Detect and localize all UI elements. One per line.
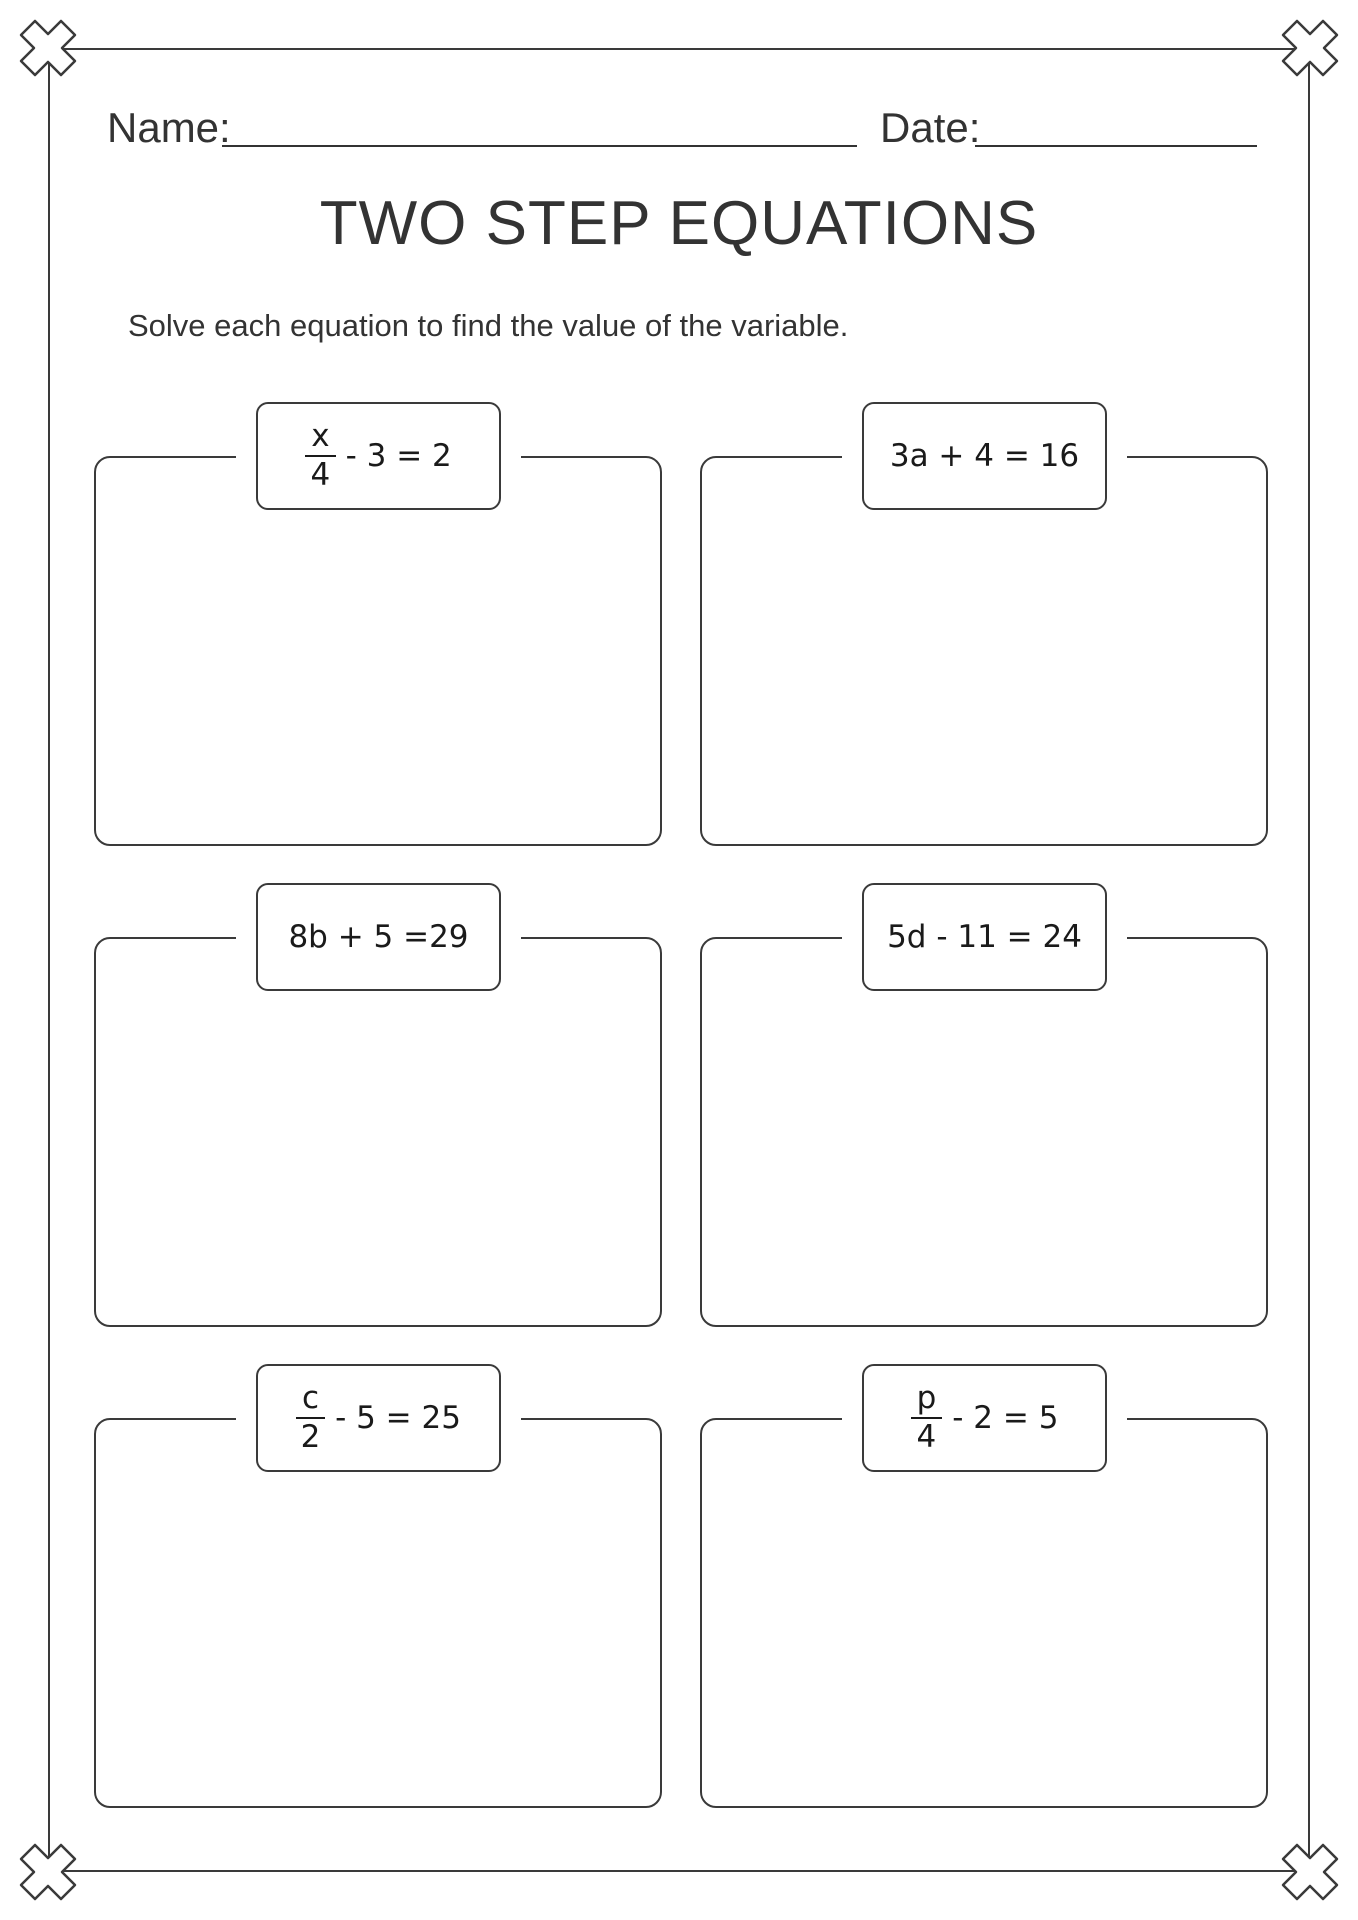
fraction [305, 420, 335, 491]
date-field-line[interactable] [975, 145, 1257, 147]
answer-area[interactable] [700, 937, 1268, 1327]
cross-corner-icon [1275, 13, 1345, 83]
equation-rest: - 2 = 5 [952, 1400, 1059, 1436]
cross-corner-icon [13, 13, 83, 83]
cross-corner-icon [13, 1837, 83, 1907]
fraction-numerator: x [305, 420, 335, 457]
equation-box [862, 402, 1107, 510]
equation-box [256, 1364, 501, 1472]
equation-box [256, 883, 501, 991]
equation-rest: - 3 = 2 [345, 438, 452, 474]
answer-area[interactable] [94, 937, 662, 1327]
fraction-denominator: 4 [916, 1419, 937, 1455]
fraction [911, 1382, 943, 1453]
name-field-line[interactable] [222, 145, 857, 147]
answer-area[interactable] [700, 1418, 1268, 1808]
problem-panel-4 [700, 883, 1268, 1273]
problem-panel-6 [700, 1364, 1268, 1754]
equation-box [862, 883, 1107, 991]
answer-area[interactable] [94, 456, 662, 846]
name-label: Name: [107, 104, 231, 151]
answer-area[interactable] [700, 456, 1268, 846]
equation-text: 5d - 11 = 24 [887, 919, 1082, 955]
problem-panel-5 [94, 1364, 662, 1754]
cross-corner-icon [1275, 1837, 1345, 1907]
equation-box [862, 1364, 1107, 1472]
fraction-denominator: 2 [300, 1419, 321, 1455]
equation-rest: - 5 = 25 [335, 1400, 461, 1436]
problem-panel-1 [94, 402, 662, 792]
fraction-numerator: p [911, 1382, 943, 1419]
problem-panel-3 [94, 883, 662, 1273]
instructions-text: Solve each equation to find the value of the variable. [128, 308, 849, 343]
answer-area[interactable] [94, 1418, 662, 1808]
equation-box [256, 402, 501, 510]
equation-text: 3a + 4 = 16 [889, 438, 1080, 474]
fraction-denominator: 4 [310, 457, 331, 493]
date-label: Date: [880, 104, 981, 151]
fraction [296, 1382, 325, 1453]
equation-text: 8b + 5 =29 [288, 919, 469, 955]
problem-panel-2 [700, 402, 1268, 792]
page-title: TWO STEP EQUATIONS [319, 189, 1039, 258]
fraction-numerator: c [296, 1382, 325, 1419]
